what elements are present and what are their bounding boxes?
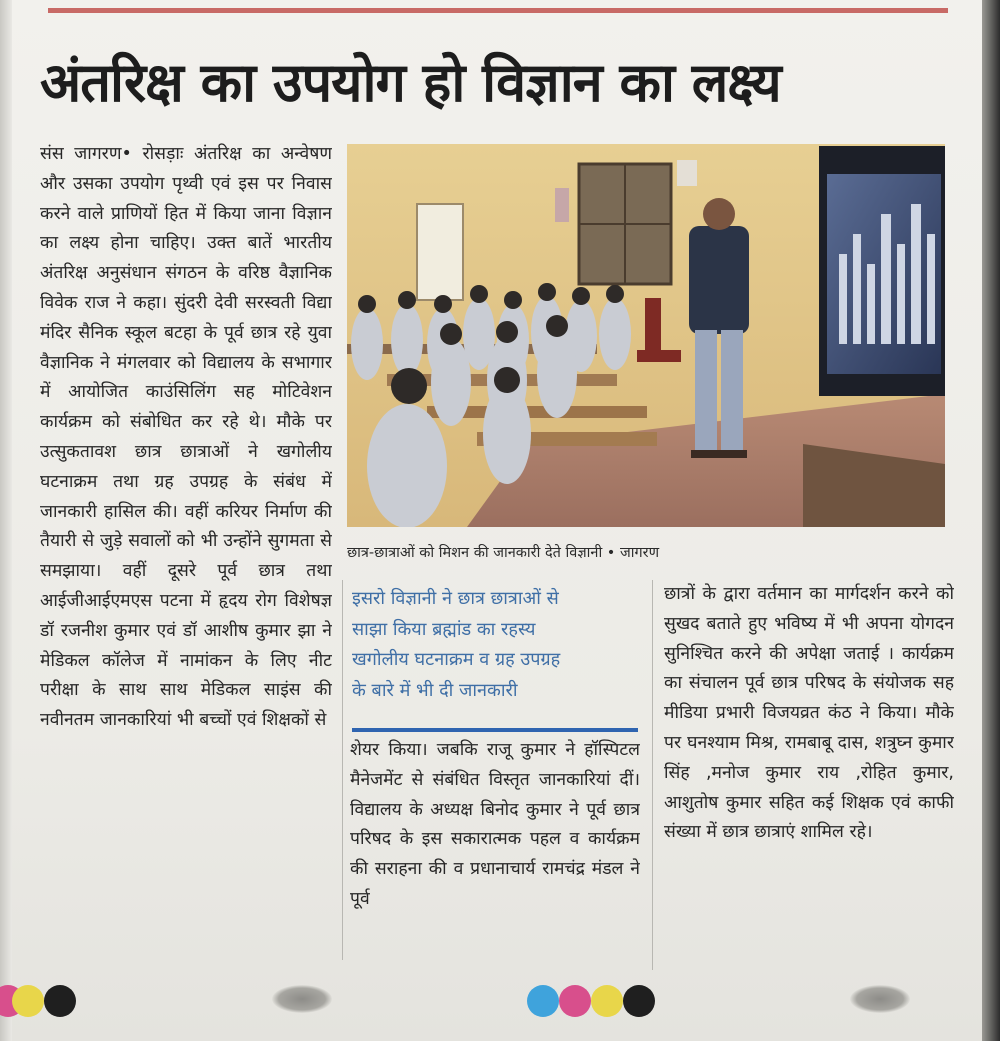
article-headline: अंतरिक्ष का उपयोग हो विज्ञान का लक्ष्य xyxy=(40,51,781,114)
top-red-rule xyxy=(48,8,948,13)
pull-quote xyxy=(352,584,642,734)
article-column-1: संस जागरण• रोसड़ाः अंतरिक्ष का अन्वेषण और उसका उपयोग पृथ्वी एवं इस पर निवास करने वाले प्राणियों हित में किया जाना विज्ञान का लक्ष्य होना चाहिए। उक्त बातें भारतीय अंतरिक्ष अनुसंधान संगठन के वरिष्ठ वैज्ञानिक विवेक राज ने कहा। सुंदरी देवी सरस्वती विद्या मंदिर सैनिक स्कूल बटहा के पूर्व छात्र रहे युवा वैज्ञानिक ने मंगलवार को विद्यालय के सभागार में आयोजित काउंसिलिंग सह मोटिवेशन कार्यक्रम को संबोधित कर रहे थे। मौके पर उत्सुकतावश छात्र छात्राओं ने खगोलीय घटनाक्रम तथा ग्रह उपग्रह के संबंध में जानकारी हासिल की। वहीं करियर निर्माण की तैयारी से जुड़े सवालों को भी उन्होंने सुगमता से समझाया। वहीं दूसरे पूर्व छात्र तथा आईजीआईएमएस पटना में हृदय रोग विशेषज्ञ डॉ रजनीश कुमार एवं डॉ आशीष कुमार झा ने मेडिकल कॉलेज में नामांकन के लिए नीट परीक्षा के साथ साथ मेडिकल साइंस की नवीनतम जानकारियां भी बच्चों एवं शिक्षकों से xyxy=(40,144,332,731)
ink-smear xyxy=(272,985,332,1013)
registration-dot-black xyxy=(44,985,76,1017)
registration-dot-yellow xyxy=(591,985,623,1017)
pull-quote-rule xyxy=(352,728,638,732)
registration-dot-magenta xyxy=(559,985,591,1017)
column-divider-1 xyxy=(342,580,343,960)
column-divider-2 xyxy=(652,580,653,970)
page-left-edge xyxy=(0,0,12,1041)
pull-quote-line: इसरो विज्ञानी ने छात्र छात्राओं से xyxy=(352,588,559,609)
article-column-2: शेयर किया। जबकि राजू कुमार ने हॉस्पिटल मैनेजमेंट से संबंधित विस्तृत जानकारियां दीं। विद्यालय के अध्यक्ष बिनोद कुमार ने पूर्व छात्र परिषद के इस सकारात्मक पहल व कार्यक्रम की सराहना की व प्रधानाचार्य रामचंद्र मंडल ने पूर्व xyxy=(350,740,640,909)
pull-quote-line: खगोलीय घटनाक्रम व ग्रह उपग्रह xyxy=(352,649,561,670)
registration-dot-black xyxy=(623,985,655,1017)
registration-dot-cyan xyxy=(527,985,559,1017)
pull-quote-line: साझा किया ब्रह्मांड का रहस्य xyxy=(352,618,536,640)
article-photo xyxy=(347,144,945,527)
photo-caption: छात्र-छात्राओं को मिशन की जानकारी देते विज्ञानी • जागरण xyxy=(347,545,660,561)
registration-dot-yellow xyxy=(12,985,44,1017)
article-column-3: छात्रों के द्वारा वर्तमान का मार्गदर्शन करने को सुखद बताते हुए भविष्य में भी अपना योगदन सुनिश्चित करने की अपेक्षा जताई । कार्यक्रम का संचालन पूर्व छात्र परिषद के संयोजक सह मीडिया प्रभारी विजयव्रत कंठ ने किया। मौके पर घनश्याम मिश्र, रामबाबू दास, शत्रुघ्न कुमार सिंह ,मनोज कुमार राय ,रोहित कुमार, आशुतोष कुमार सहित कई शिक्षक एवं काफी संख्या में छात्र छात्राएं शामिल रहे। xyxy=(664,584,954,843)
ink-smear xyxy=(850,985,910,1013)
pull-quote-line: के बारे में भी दी जानकारी xyxy=(352,679,518,701)
page-right-shadow xyxy=(982,0,1000,1041)
